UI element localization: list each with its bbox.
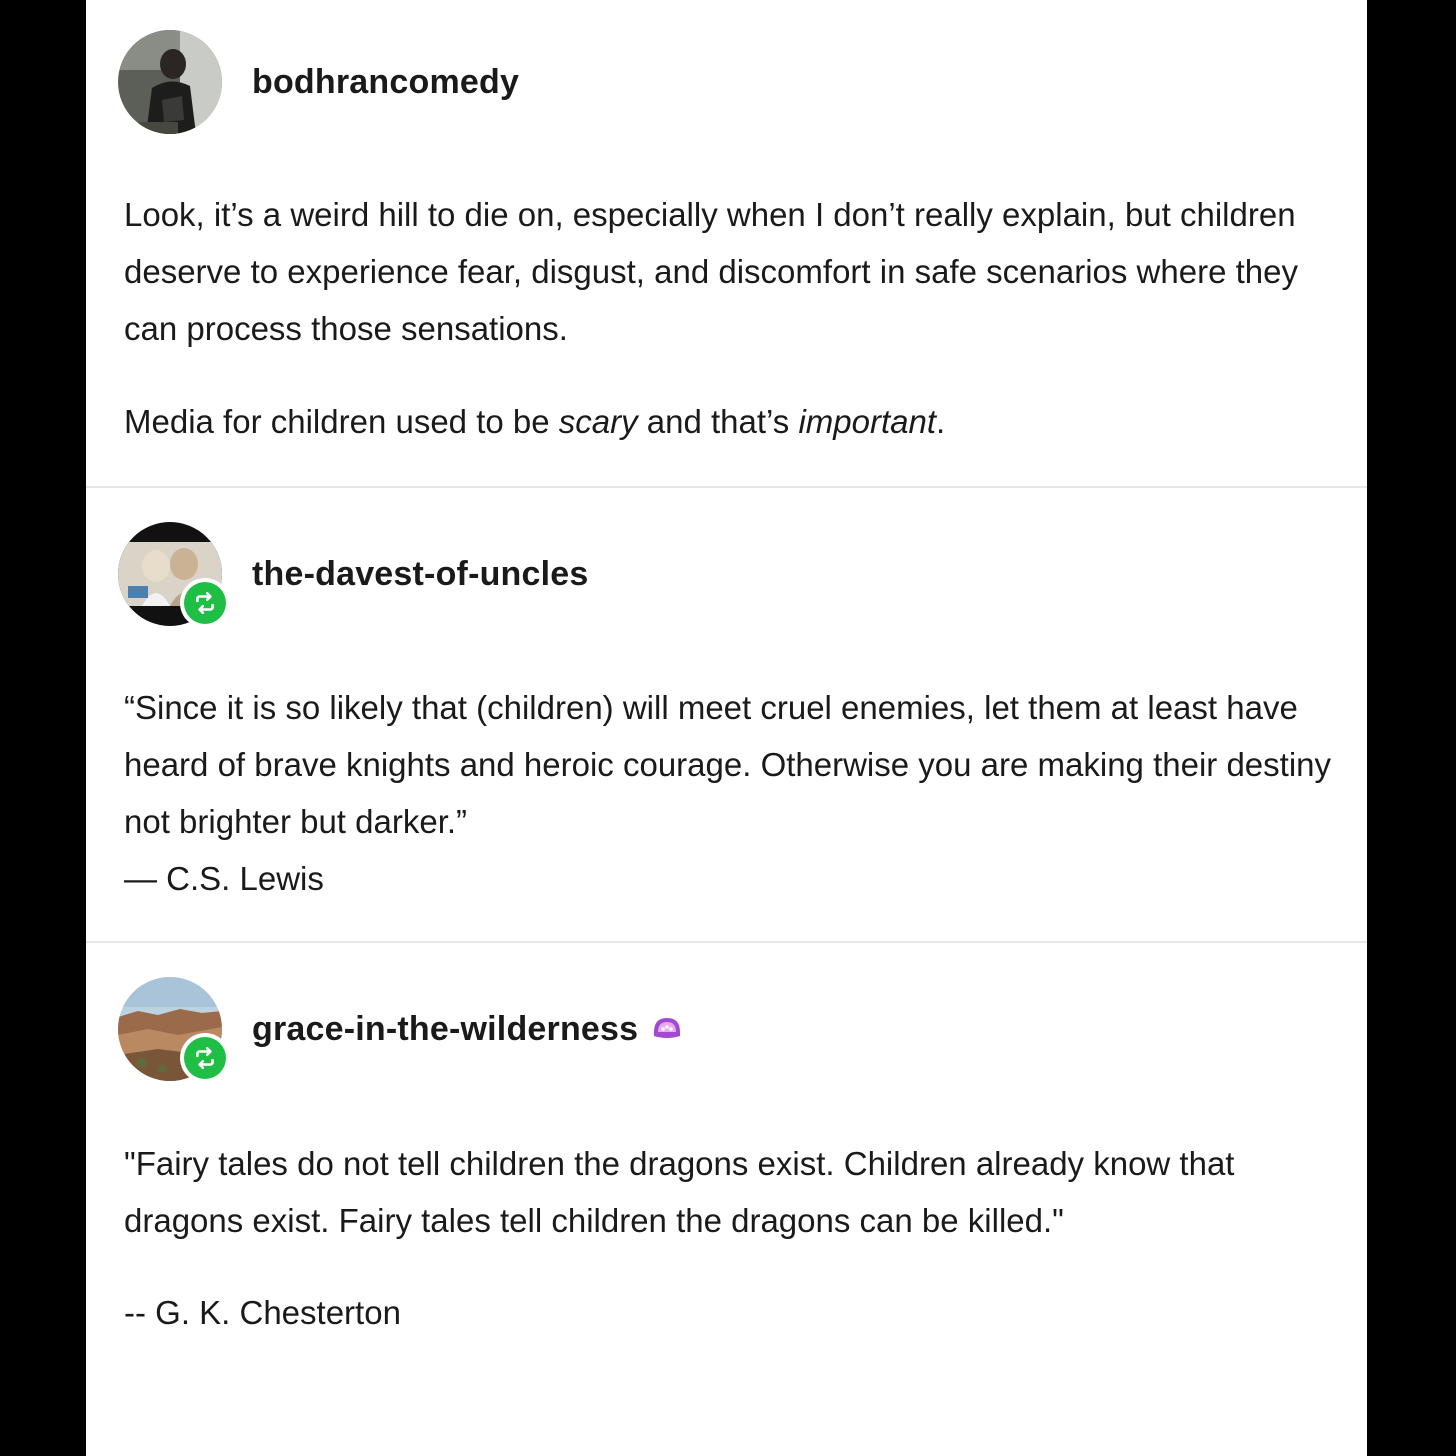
quote-text: “Since it is so likely that (children) will meet cruel enemies, let them at least have heard of brave knights and heroic courage. Otherwise you are making their destiny not brighter but darker.” [124, 689, 1331, 840]
post-header [118, 522, 589, 626]
reblog-badge [180, 1033, 230, 1083]
post-body [124, 679, 1334, 907]
reblog-arrows-icon [192, 1045, 218, 1071]
post-username[interactable]: the-davest-of-uncles [252, 554, 589, 593]
italic-text: important [798, 403, 937, 440]
text-segment: . [936, 403, 946, 440]
avatar-image [118, 30, 222, 134]
avatar[interactable] [118, 522, 222, 626]
quote-attribution: — C.S. Lewis [124, 860, 324, 897]
post-bodhrancomedy [86, 0, 1367, 487]
post-paragraph: Look, it’s a weird hill to die on, especially when I don’t really explain, but children deserve to experience fear, disgust, and discomfort in safe scenarios where they can process those sensations. [124, 196, 1298, 347]
text-segment: Media for children used to be [124, 403, 559, 440]
reblog-badge [180, 578, 230, 628]
post-the-davest-of-uncles [86, 488, 1367, 941]
post-header [118, 30, 519, 134]
post-paragraph [124, 393, 1334, 450]
avatar[interactable] [118, 30, 222, 134]
purple-badge-icon[interactable] [650, 1012, 684, 1046]
quote-attribution: -- G. K. Chesterton [124, 1294, 401, 1331]
reblog-arrows-icon [192, 590, 218, 616]
post-thread-card [86, 0, 1367, 1456]
post-username[interactable]: bodhrancomedy [252, 62, 520, 101]
post-body [124, 186, 1334, 450]
quote-text: "Fairy tales do not tell children the dragons exist. Children already know that dragons exist. Fairy tales tell children the dragons can be killed." [124, 1145, 1235, 1239]
post-grace-in-the-wilderness [86, 943, 1367, 1456]
italic-text: scary [558, 403, 638, 440]
post-username[interactable]: grace-in-the-wilderness [252, 1009, 639, 1048]
text-segment: and that’s [637, 403, 799, 440]
post-header [118, 977, 684, 1081]
avatar[interactable] [118, 977, 222, 1081]
post-body [124, 1135, 1334, 1341]
